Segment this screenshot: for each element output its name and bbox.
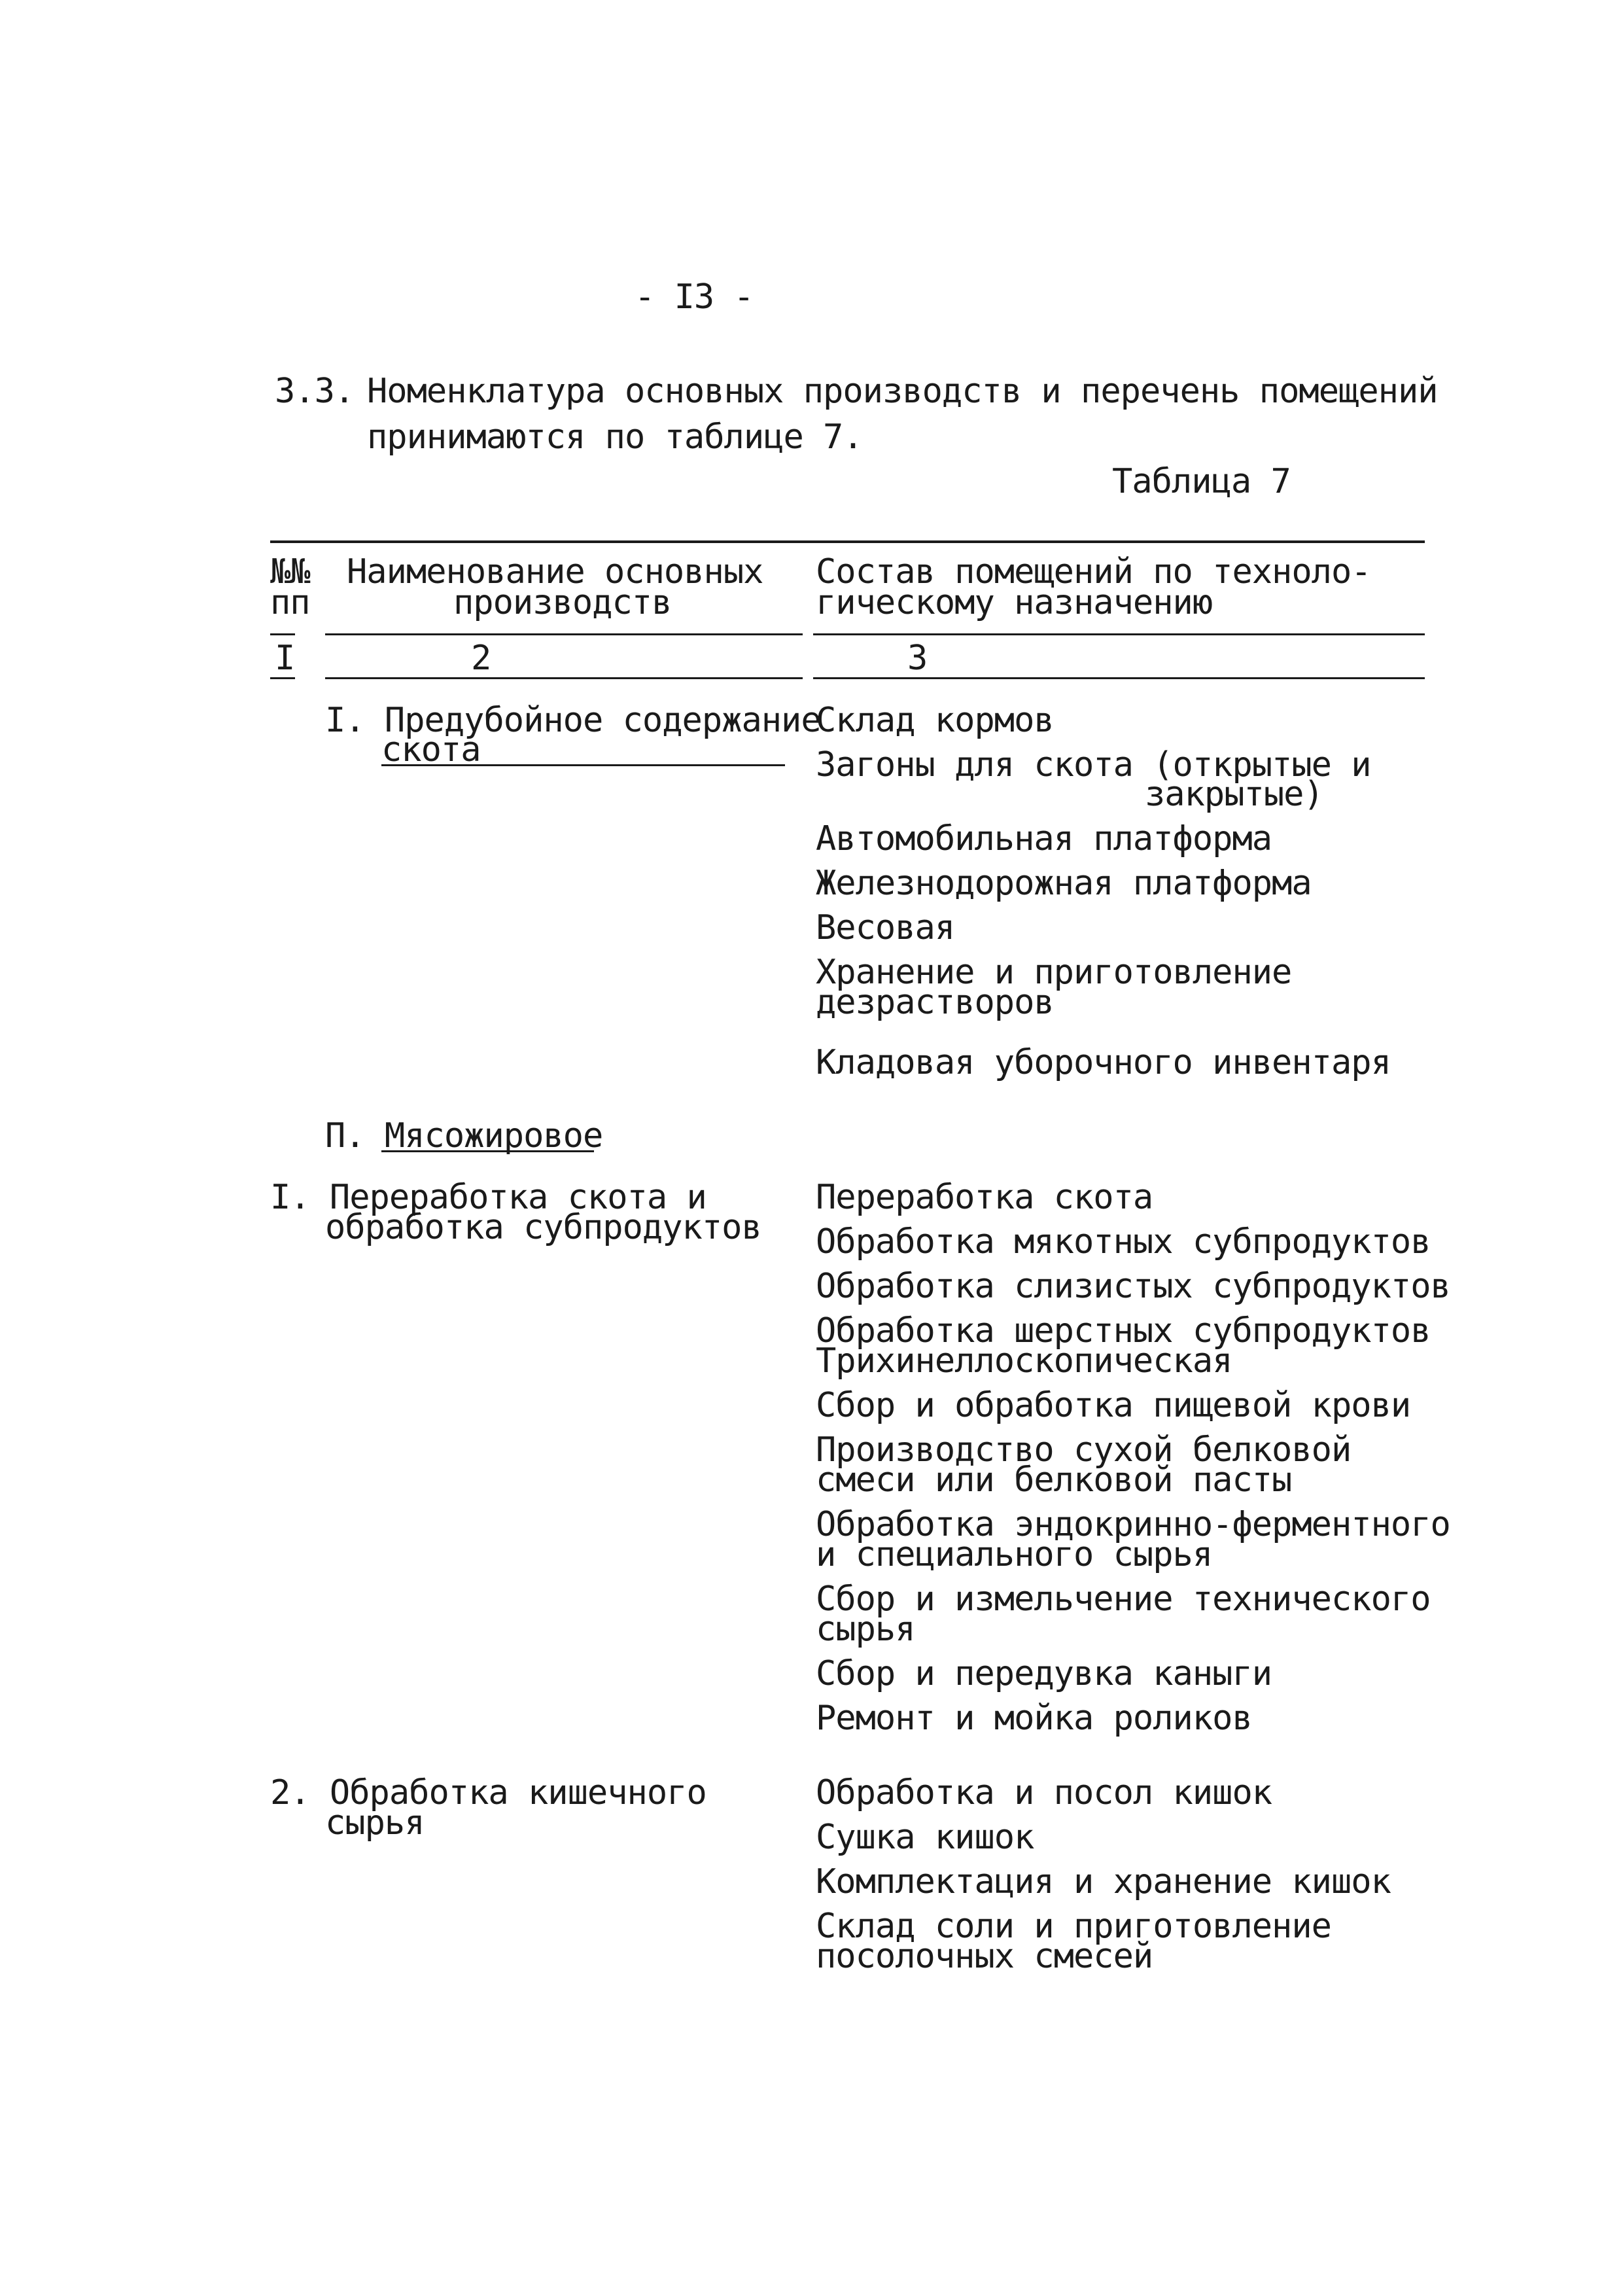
room-item: Сбор и измельчение технического <box>816 1580 1431 1619</box>
room-item: Сушка кишок <box>816 1818 1034 1857</box>
header-col1-line1: №№ <box>270 552 310 592</box>
room-item: Трихинеллоскопическая <box>816 1341 1232 1381</box>
room-item: закрытые) <box>1145 775 1323 814</box>
section-1-title-line2: скота <box>381 730 481 769</box>
paragraph-number: 3.3. <box>275 372 355 411</box>
section-1-title-underline <box>381 764 785 766</box>
room-item: Переработка скота <box>816 1178 1153 1217</box>
header-col2-line2: производств <box>453 583 672 622</box>
room-item: Обработка и посол кишок <box>816 1773 1272 1812</box>
room-item: Комплектация и хранение кишок <box>816 1862 1391 1901</box>
room-item: сырья <box>816 1610 915 1649</box>
header-col1-line2: пп <box>270 583 310 622</box>
room-item: Обработка шерстных субпродуктов <box>816 1311 1431 1351</box>
room-item: Железнодорожная платформа <box>816 864 1312 903</box>
room-item: Сбор и передувка каныги <box>816 1654 1272 1693</box>
header-col3-line2: гическому назначению <box>816 583 1213 622</box>
production-name: обработка субпродуктов <box>325 1208 761 1247</box>
room-item: Склад кормов <box>816 701 1054 740</box>
table-top-rule <box>270 540 1425 543</box>
page-number: - I3 - <box>635 277 754 317</box>
room-item: Автомобильная платформа <box>816 819 1272 858</box>
production-name: 2. Обработка кишечного <box>270 1773 707 1812</box>
table-number-rule-col2 <box>325 677 803 679</box>
paragraph-line-1: Номенклатура основных производств и перечень помещений <box>367 372 1438 411</box>
room-item: Загоны для скота (открытые и <box>816 745 1371 785</box>
section-2-title-underline <box>381 1150 594 1152</box>
column-number-2: 2 <box>471 639 491 678</box>
header-col3-line1: Состав помещений по техноло- <box>816 552 1371 592</box>
section-2-title: П. Мясожировое <box>325 1116 603 1156</box>
room-item: смеси или белковой пасты <box>816 1460 1292 1500</box>
production-name: I. Переработка скота и <box>270 1178 707 1217</box>
table-number-rule-col3 <box>813 677 1425 679</box>
room-item: Обработка слизистых субпродуктов <box>816 1267 1450 1306</box>
room-item: Склад соли и приготовление <box>816 1907 1331 1946</box>
table-header-rule-col2 <box>325 633 803 635</box>
table-caption: Таблица 7 <box>1112 462 1291 501</box>
section-1-title-line1: I. Предубойное содержание <box>325 701 821 740</box>
room-item: Обработка мякотных субпродуктов <box>816 1222 1431 1262</box>
paragraph-line-2: принимаются по таблице 7. <box>367 417 863 457</box>
table-header-rule-col1 <box>270 633 295 635</box>
table-header-rule-col3 <box>813 633 1425 635</box>
column-number-3: 3 <box>907 639 928 678</box>
room-item: дезрастворов <box>816 983 1054 1022</box>
room-item: Обработка эндокринно-ферментного <box>816 1505 1450 1544</box>
room-item: и специального сырья <box>816 1535 1213 1574</box>
room-item: Производство сухой белковой <box>816 1430 1352 1470</box>
room-item: посолочных смесей <box>816 1937 1153 1976</box>
header-col2-line1: Наименование основных <box>347 552 763 592</box>
room-item: Кладовая уборочного инвентаря <box>816 1043 1391 1082</box>
room-item: Сбор и обработка пищевой крови <box>816 1386 1411 1425</box>
production-name: сырья <box>325 1803 425 1843</box>
room-item: Весовая <box>816 908 955 947</box>
room-item: Хранение и приготовление <box>816 953 1292 992</box>
column-number-1: I <box>275 639 295 678</box>
room-item: Ремонт и мойка роликов <box>816 1699 1252 1738</box>
